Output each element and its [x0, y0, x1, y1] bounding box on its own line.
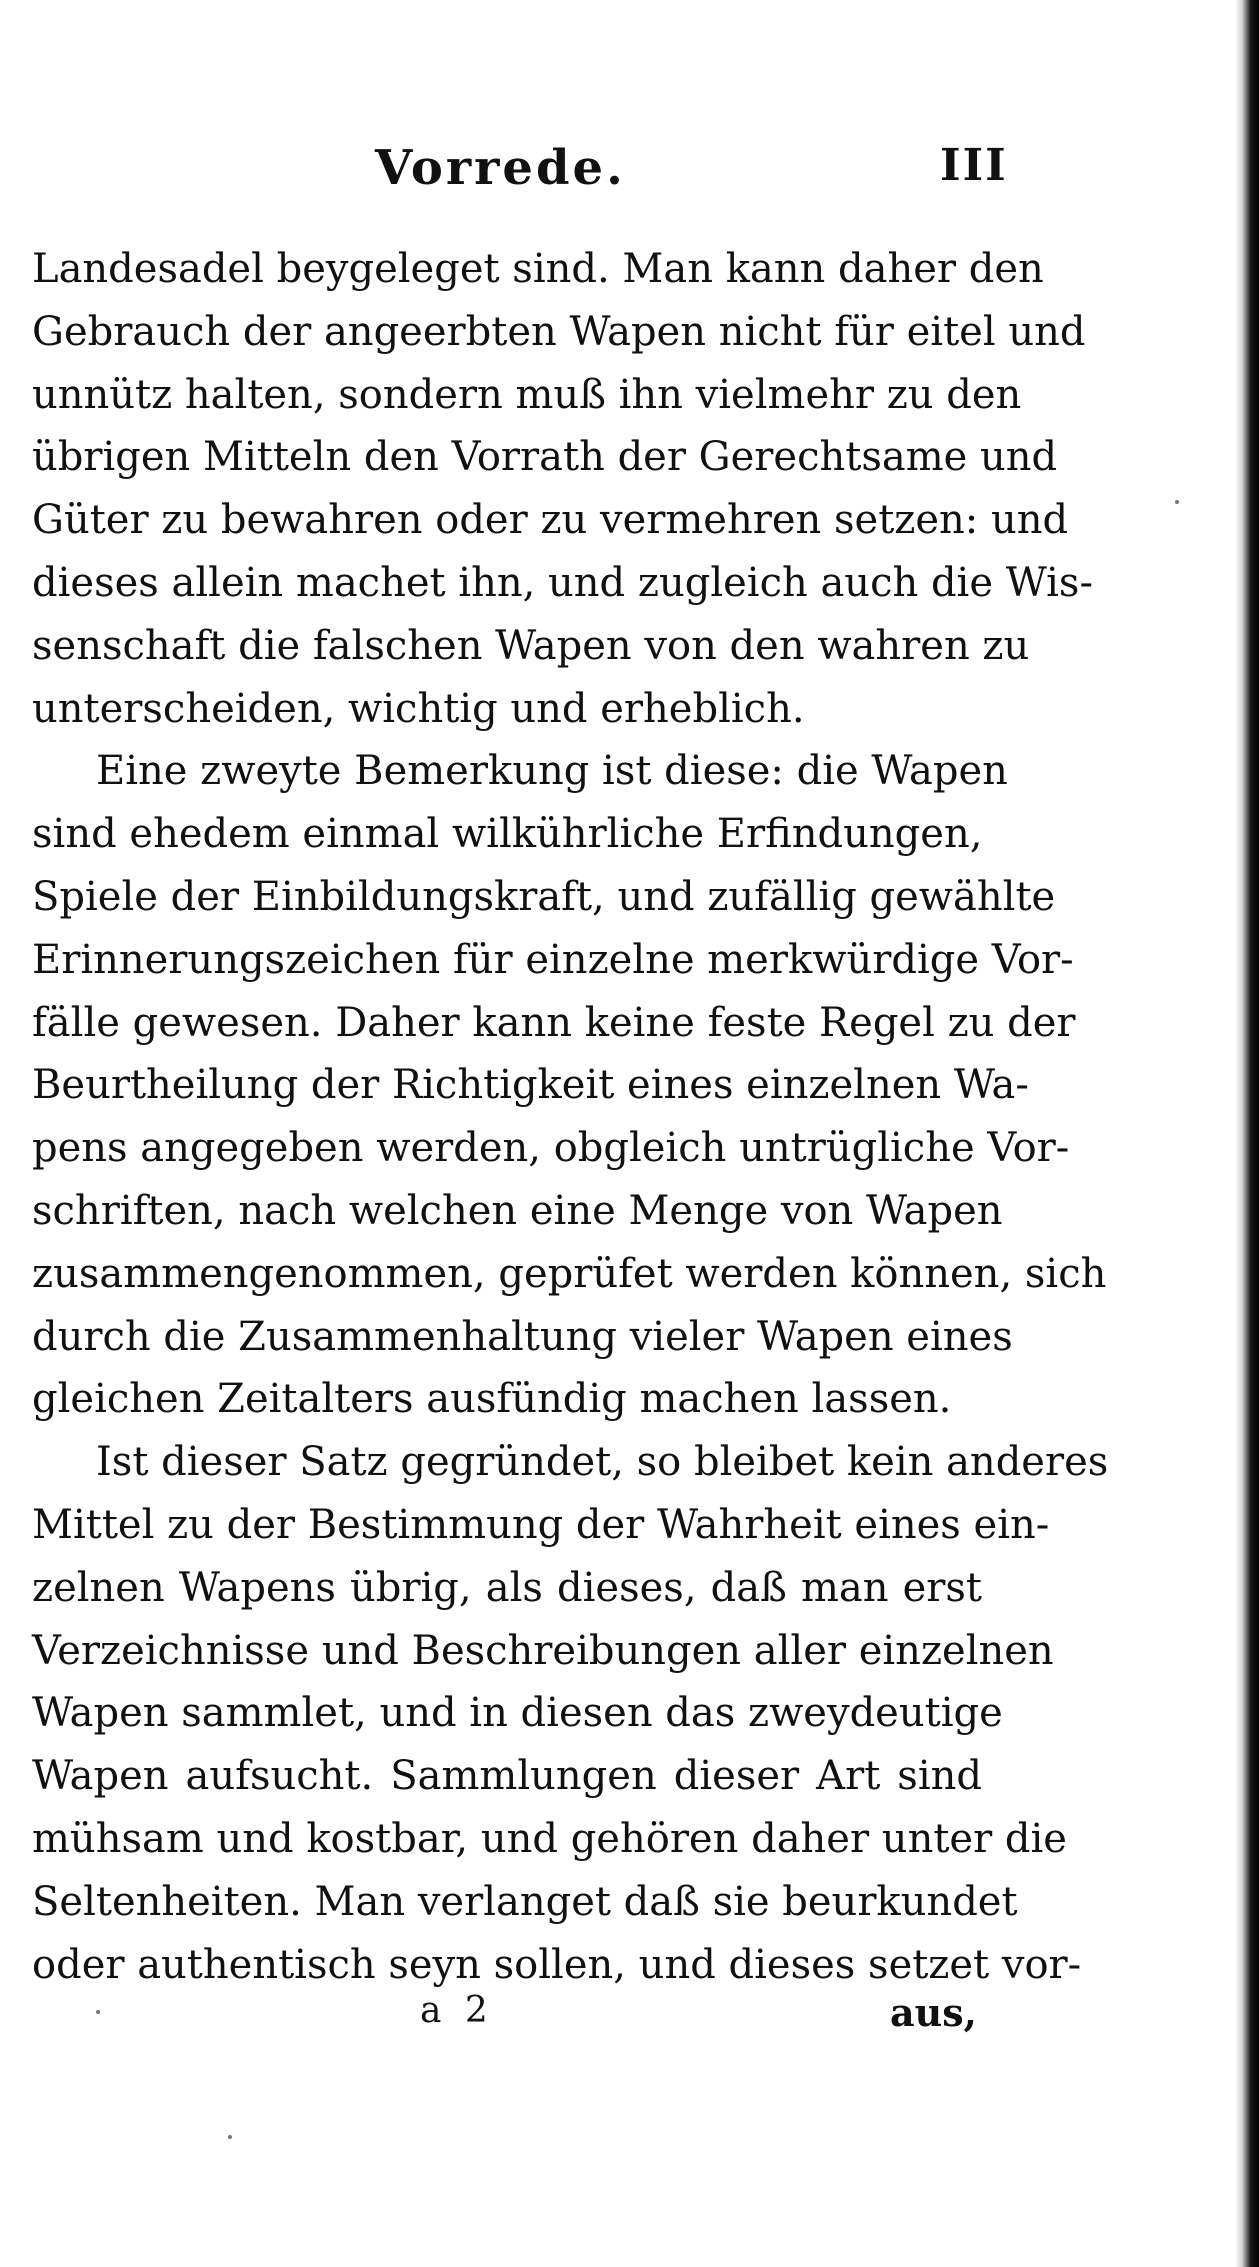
running-title: Vorrede. [375, 140, 626, 196]
text-line: oder authentisch seyn sollen, und dieses setzet vor- [32, 1941, 1082, 1988]
text-line: dieses allein machet ihn, und zugleich auch die Wis- [32, 559, 1093, 606]
text-line: fälle gewesen. Daher kann keine feste Regel zu der [32, 999, 1076, 1046]
text-line: Güter zu bewahren oder zu vermehren setzen: und [32, 497, 1069, 544]
text-line: Erinnerungszeichen für einzelne merkwürdige Vor- [32, 936, 1074, 983]
text-line: zusammengenommen, geprüfet werden können, sich [32, 1250, 1107, 1297]
text-line: Spiele der Einbildungskraft, und zufällig gewählte [32, 873, 1056, 920]
page-binding-edge [1235, 0, 1259, 2267]
text-line: mühsam und kostbar, und gehören daher unter die [32, 1815, 1067, 1862]
paper-speck [228, 2135, 232, 2139]
text-line: Landesadel beygeleget sind. Man kann daher den [32, 246, 1044, 292]
page-number: III [940, 140, 1008, 191]
paper-speck [1175, 500, 1179, 504]
text-line: unterscheiden, wichtig und erheblich. [32, 685, 805, 732]
text-line: gleichen Zeitalters ausfündig machen lassen. [32, 1376, 952, 1423]
text-line: Seltenheiten. Man verlanget daß sie beurkundet [32, 1878, 1018, 1925]
text-line: unnütz halten, sondern muß ihn vielmehr zu den [32, 371, 1022, 418]
body-text [32, 238, 1109, 1996]
text-line: Eine zweyte Bemerkung ist diese: die Wapen [96, 748, 1008, 795]
text-line: Verzeichnisse und Beschreibungen aller einzelnen [32, 1627, 1054, 1674]
text-line: sind ehedem einmal wilkührliche Erfindungen, [32, 811, 983, 858]
page-header [0, 140, 1259, 210]
text-line: Mittel zu der Bestimmung der Wahrheit eines ein- [32, 1501, 1050, 1548]
text-line: Wapen aufsucht. Sammlungen dieser Art sind [32, 1753, 982, 1800]
text-line: übrigen Mitteln den Vorrath der Gerechtsame und [32, 434, 1058, 481]
text-line: Beurtheilung der Richtigkeit eines einzelnen Wa- [32, 1062, 1029, 1109]
catchword: aus, [890, 1990, 977, 2035]
text-line: pens angegeben werden, obgleich untrügliche Vor- [32, 1125, 1070, 1172]
page-footer [0, 1990, 1259, 2050]
signature-mark: a 2 [420, 1990, 494, 2031]
text-line: senschaft die falschen Wapen von den wahren zu [32, 622, 1030, 669]
text-line: Ist dieser Satz gegründet, so bleibet kein anderes [96, 1439, 1109, 1486]
text-line: Wapen sammlet, und in diesen das zweydeutige [32, 1690, 1003, 1737]
text-line: zelnen Wapens übrig, als dieses, daß man erst [32, 1564, 982, 1611]
text-line: durch die Zusammenhaltung vieler Wapen eines [32, 1313, 1013, 1360]
text-line: Gebrauch der angeerbten Wapen nicht für eitel und [32, 308, 1086, 355]
text-line: schriften, nach welchen eine Menge von Wapen [32, 1187, 1003, 1234]
